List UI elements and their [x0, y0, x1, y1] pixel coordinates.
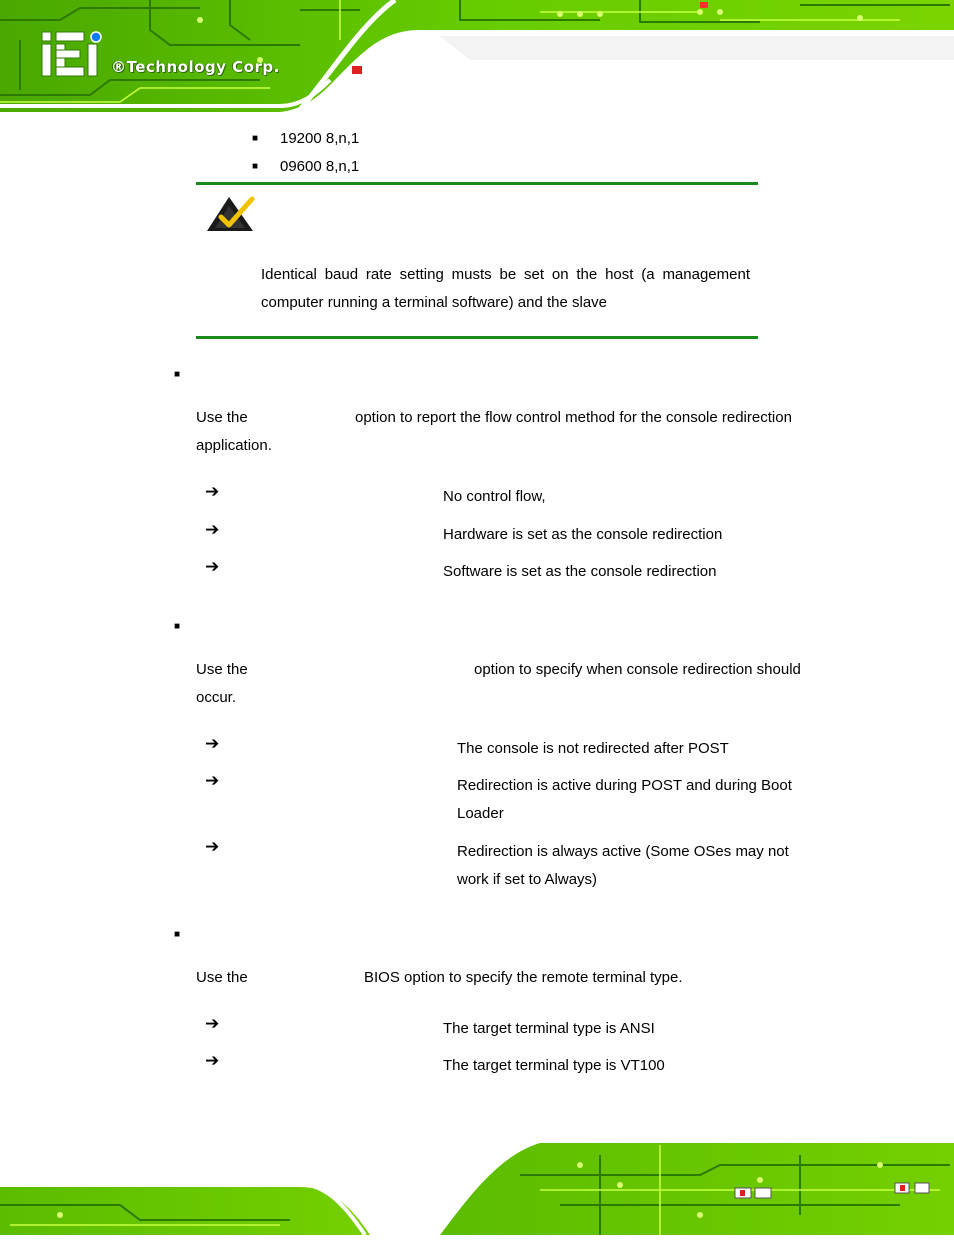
note-bottom-rule	[196, 336, 758, 339]
redirection-option-desc: Redirection is active during POST and during Boot	[457, 777, 792, 794]
arrow-bullet-icon: ➔	[205, 734, 220, 753]
terminal-type-intro: BIOS option to specify the remote terminal type.	[364, 969, 683, 986]
square-bullet-icon: ■	[252, 161, 259, 172]
arrow-bullet-icon: ➔	[205, 771, 220, 790]
arrow-bullet-icon: ➔	[205, 837, 220, 856]
redirection-option-desc: The console is not redirected after POST	[457, 740, 729, 757]
square-bullet-icon: ■	[174, 369, 181, 380]
terminal-type-option-desc: The target terminal type is VT100	[443, 1057, 665, 1074]
redirection-option-desc-cont: work if set to Always)	[457, 871, 598, 888]
footer-banner	[0, 1125, 954, 1235]
redirection-intro: option to specify when console redirection should	[474, 661, 801, 678]
arrow-bullet-icon: ➔	[205, 1014, 220, 1033]
redirection-option-desc: Redirection is always active (Some OSes may not	[457, 843, 789, 860]
terminal-type-option-desc: The target terminal type is ANSI	[443, 1020, 655, 1037]
checkmark-note-icon	[205, 193, 257, 238]
redirection-intro-cont: occur.	[196, 689, 237, 706]
redirection-option-desc-cont: Loader	[457, 805, 504, 822]
company-logo-text: ®Technology Corp.	[111, 58, 280, 76]
square-bullet-icon: ■	[174, 929, 181, 940]
note-text: Identical baud rate setting musts be set on the host (a management computer running a terminal software) and the slave	[261, 266, 750, 311]
baud-option: 19200 8,n,1	[280, 130, 360, 147]
terminal-type-intro-lead: Use the	[196, 969, 248, 986]
flow-control-intro: option to report the flow control method for the console redirection	[355, 409, 792, 426]
square-bullet-icon: ■	[174, 621, 181, 632]
flow-control-intro-lead: Use the	[196, 409, 248, 426]
flow-control-option-desc: Hardware is set as the console redirection	[443, 526, 723, 543]
circuit-board-header-graphic	[0, 0, 954, 112]
arrow-bullet-icon: ➔	[205, 482, 220, 501]
flow-control-option-desc: Software is set as the console redirection	[443, 563, 717, 580]
arrow-bullet-icon: ➔	[205, 520, 220, 539]
circuit-board-footer-graphic	[0, 1125, 954, 1235]
arrow-bullet-icon: ➔	[205, 557, 220, 576]
note-top-rule	[196, 182, 758, 185]
flow-control-intro-cont: application.	[196, 437, 272, 454]
square-bullet-icon: ■	[252, 133, 259, 144]
flow-control-option-desc: No control flow,	[443, 488, 546, 505]
baud-option: 09600 8,n,1	[280, 158, 360, 175]
header-banner	[0, 0, 954, 112]
redirection-intro-lead: Use the	[196, 661, 248, 678]
arrow-bullet-icon: ➔	[205, 1051, 220, 1070]
